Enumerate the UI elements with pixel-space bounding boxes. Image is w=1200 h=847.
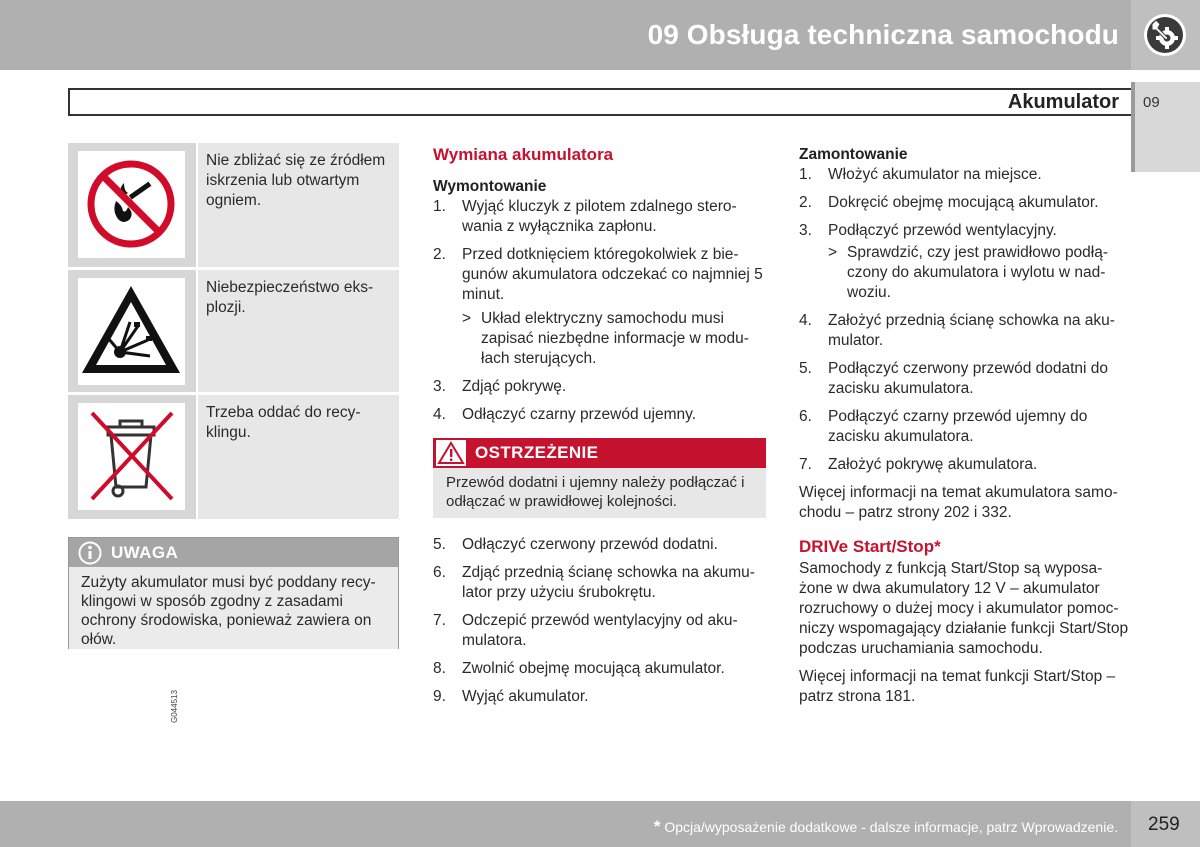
warning-body: Przewód dodatni i ujemny należy podłączać i odłączać w prawidłowej kolejności.: [433, 468, 766, 518]
list-item: 5. Podłączyć czerwony przewód dodatni do zacisku akumulatora.: [799, 360, 1109, 397]
subheading-removal: Wymontowanie: [433, 178, 547, 195]
chapter-title: 09 Obsługa techniczna samochodu: [647, 19, 1119, 50]
list-item: 1. Włożyć akumulator na miejsce.: [799, 166, 1042, 183]
figure-code: G044513: [170, 690, 179, 723]
warning-triangle-icon: [436, 440, 466, 466]
chapter-tab[interactable]: [1131, 82, 1200, 172]
page-number-box: [1131, 801, 1200, 847]
list-item: 4. Założyć przednią ścianę schowka na aku-mulator.: [799, 312, 1115, 349]
section-title: Akumulator: [1007, 91, 1119, 113]
page-footer: [0, 801, 1131, 847]
symbol-image-cell: [68, 143, 196, 267]
section-bar: [68, 88, 1131, 116]
column-removal: [433, 143, 766, 425]
list-item: 3. Podłączyć przewód wentylacyjny.: [799, 222, 1057, 239]
symbol-image-cell: [68, 270, 196, 392]
symbol-text: Niebezpieczeństwo eks-plozji.: [198, 270, 399, 392]
list-item: 2. Przed dotknięciem któregokolwiek z bie-gunów akumulatora odczekać co najmniej 5 minut.: [433, 246, 763, 303]
info-icon: [78, 541, 102, 565]
sub-bullet: > Układ elektryczny samochodu musi zapisać niezbędne informacje w modu-łach sterujących.: [462, 310, 749, 367]
symbol-row: [68, 270, 399, 392]
no-open-flame-icon: [78, 151, 185, 258]
crossed-bin-icon: [78, 403, 185, 510]
note-body: Zużyty akumulator musi być poddany recy-klingowi w sposób zgodny z zasadami ochrony środowiska, ponieważ zawiera on ołów.: [69, 567, 398, 649]
symbol-text: Nie zbliżać się ze źródłem iskrzenia lub otwartym ogniem.: [198, 143, 399, 267]
list-item: 2. Dokręcić obejmę mocującą akumulator.: [799, 194, 1099, 211]
warning-title: OSTRZEŻENIE: [475, 443, 599, 462]
symbol-text: Trzeba oddać do recy-klingu.: [198, 395, 399, 519]
sub-bullet: > Sprawdzić, czy jest prawidłowo podłą-czony do akumulatora i wylotu w nad-woziu.: [828, 244, 1109, 301]
warning-box: [433, 438, 766, 518]
note-header: [69, 538, 398, 567]
list-item: 3. Zdjąć pokrywę.: [433, 378, 567, 395]
list-item: 7. Założyć pokrywę akumulatora.: [799, 456, 1038, 473]
note-title: UWAGA: [111, 543, 179, 562]
heading-drive-start-stop: DRIVe Start/Stop*: [799, 537, 941, 556]
list-item: 8. Zwolnić obejmę mocującą akumulator.: [433, 660, 725, 677]
more-info-start-stop: Więcej informacji na temat funkcji Start/Stop – patrz strona 181.: [799, 668, 1116, 705]
list-item: 5. Odłączyć czerwony przewód dodatni.: [433, 536, 718, 553]
chapter-tab-number: 09: [1143, 94, 1160, 111]
footnote: * Opcja/wyposażenie dodatkowe - dalsze informacje, patrz Wprowadzenie.: [653, 817, 1118, 836]
symbol-row: [68, 143, 399, 267]
list-item: 1. Wyjąć kluczyk z pilotem zdalnego stero-wania z wyłącznika zapłonu.: [433, 198, 737, 235]
list-item: 6. Zdjąć przednią ścianę schowka na akumu-lator przy użyciu śrubokrętu.: [433, 564, 755, 601]
column-removal-cont: [433, 535, 766, 707]
start-stop-paragraph: Samochody z funkcją Start/Stop są wyposa-żone w dwa akumulatory 12 V – akumulator rozruchowy o dużej mocy i akumulator pomoc-niczy wspomagający działanie funkcji Start/Stop podczas uruchamiania samochodu.: [799, 560, 1129, 657]
chapter-icon-box: [1131, 0, 1200, 70]
wrench-gear-icon: [1142, 12, 1188, 58]
heading-battery-replacement: Wymiana akumulatora: [433, 145, 614, 164]
removal-steps-a: [433, 197, 766, 305]
list-item: 7. Odczepić przewód wentylacyjny od aku-mulatora.: [433, 612, 738, 649]
page-number: 259: [1148, 814, 1180, 835]
install-steps-a: [799, 165, 1135, 241]
warning-header: [433, 438, 766, 468]
list-item: 6. Podłączyć czarny przewód ujemny do zacisku akumulatora.: [799, 408, 1088, 445]
install-steps-b: [799, 311, 1135, 475]
list-item: 9. Wyjąć akumulator.: [433, 688, 589, 705]
list-item: 4. Odłączyć czarny przewód ujemny.: [433, 406, 697, 423]
note-box: [68, 537, 399, 649]
subheading-installation: Zamontowanie: [799, 146, 908, 163]
page-header: [0, 0, 1131, 70]
explosion-hazard-icon: [78, 278, 185, 385]
removal-steps-c: [433, 535, 766, 707]
column-installation: [799, 143, 1135, 707]
removal-steps-b: [433, 377, 766, 425]
more-info-battery: Więcej informacji na temat akumulatora samo-chodu – patrz strony 202 i 332.: [799, 484, 1118, 521]
